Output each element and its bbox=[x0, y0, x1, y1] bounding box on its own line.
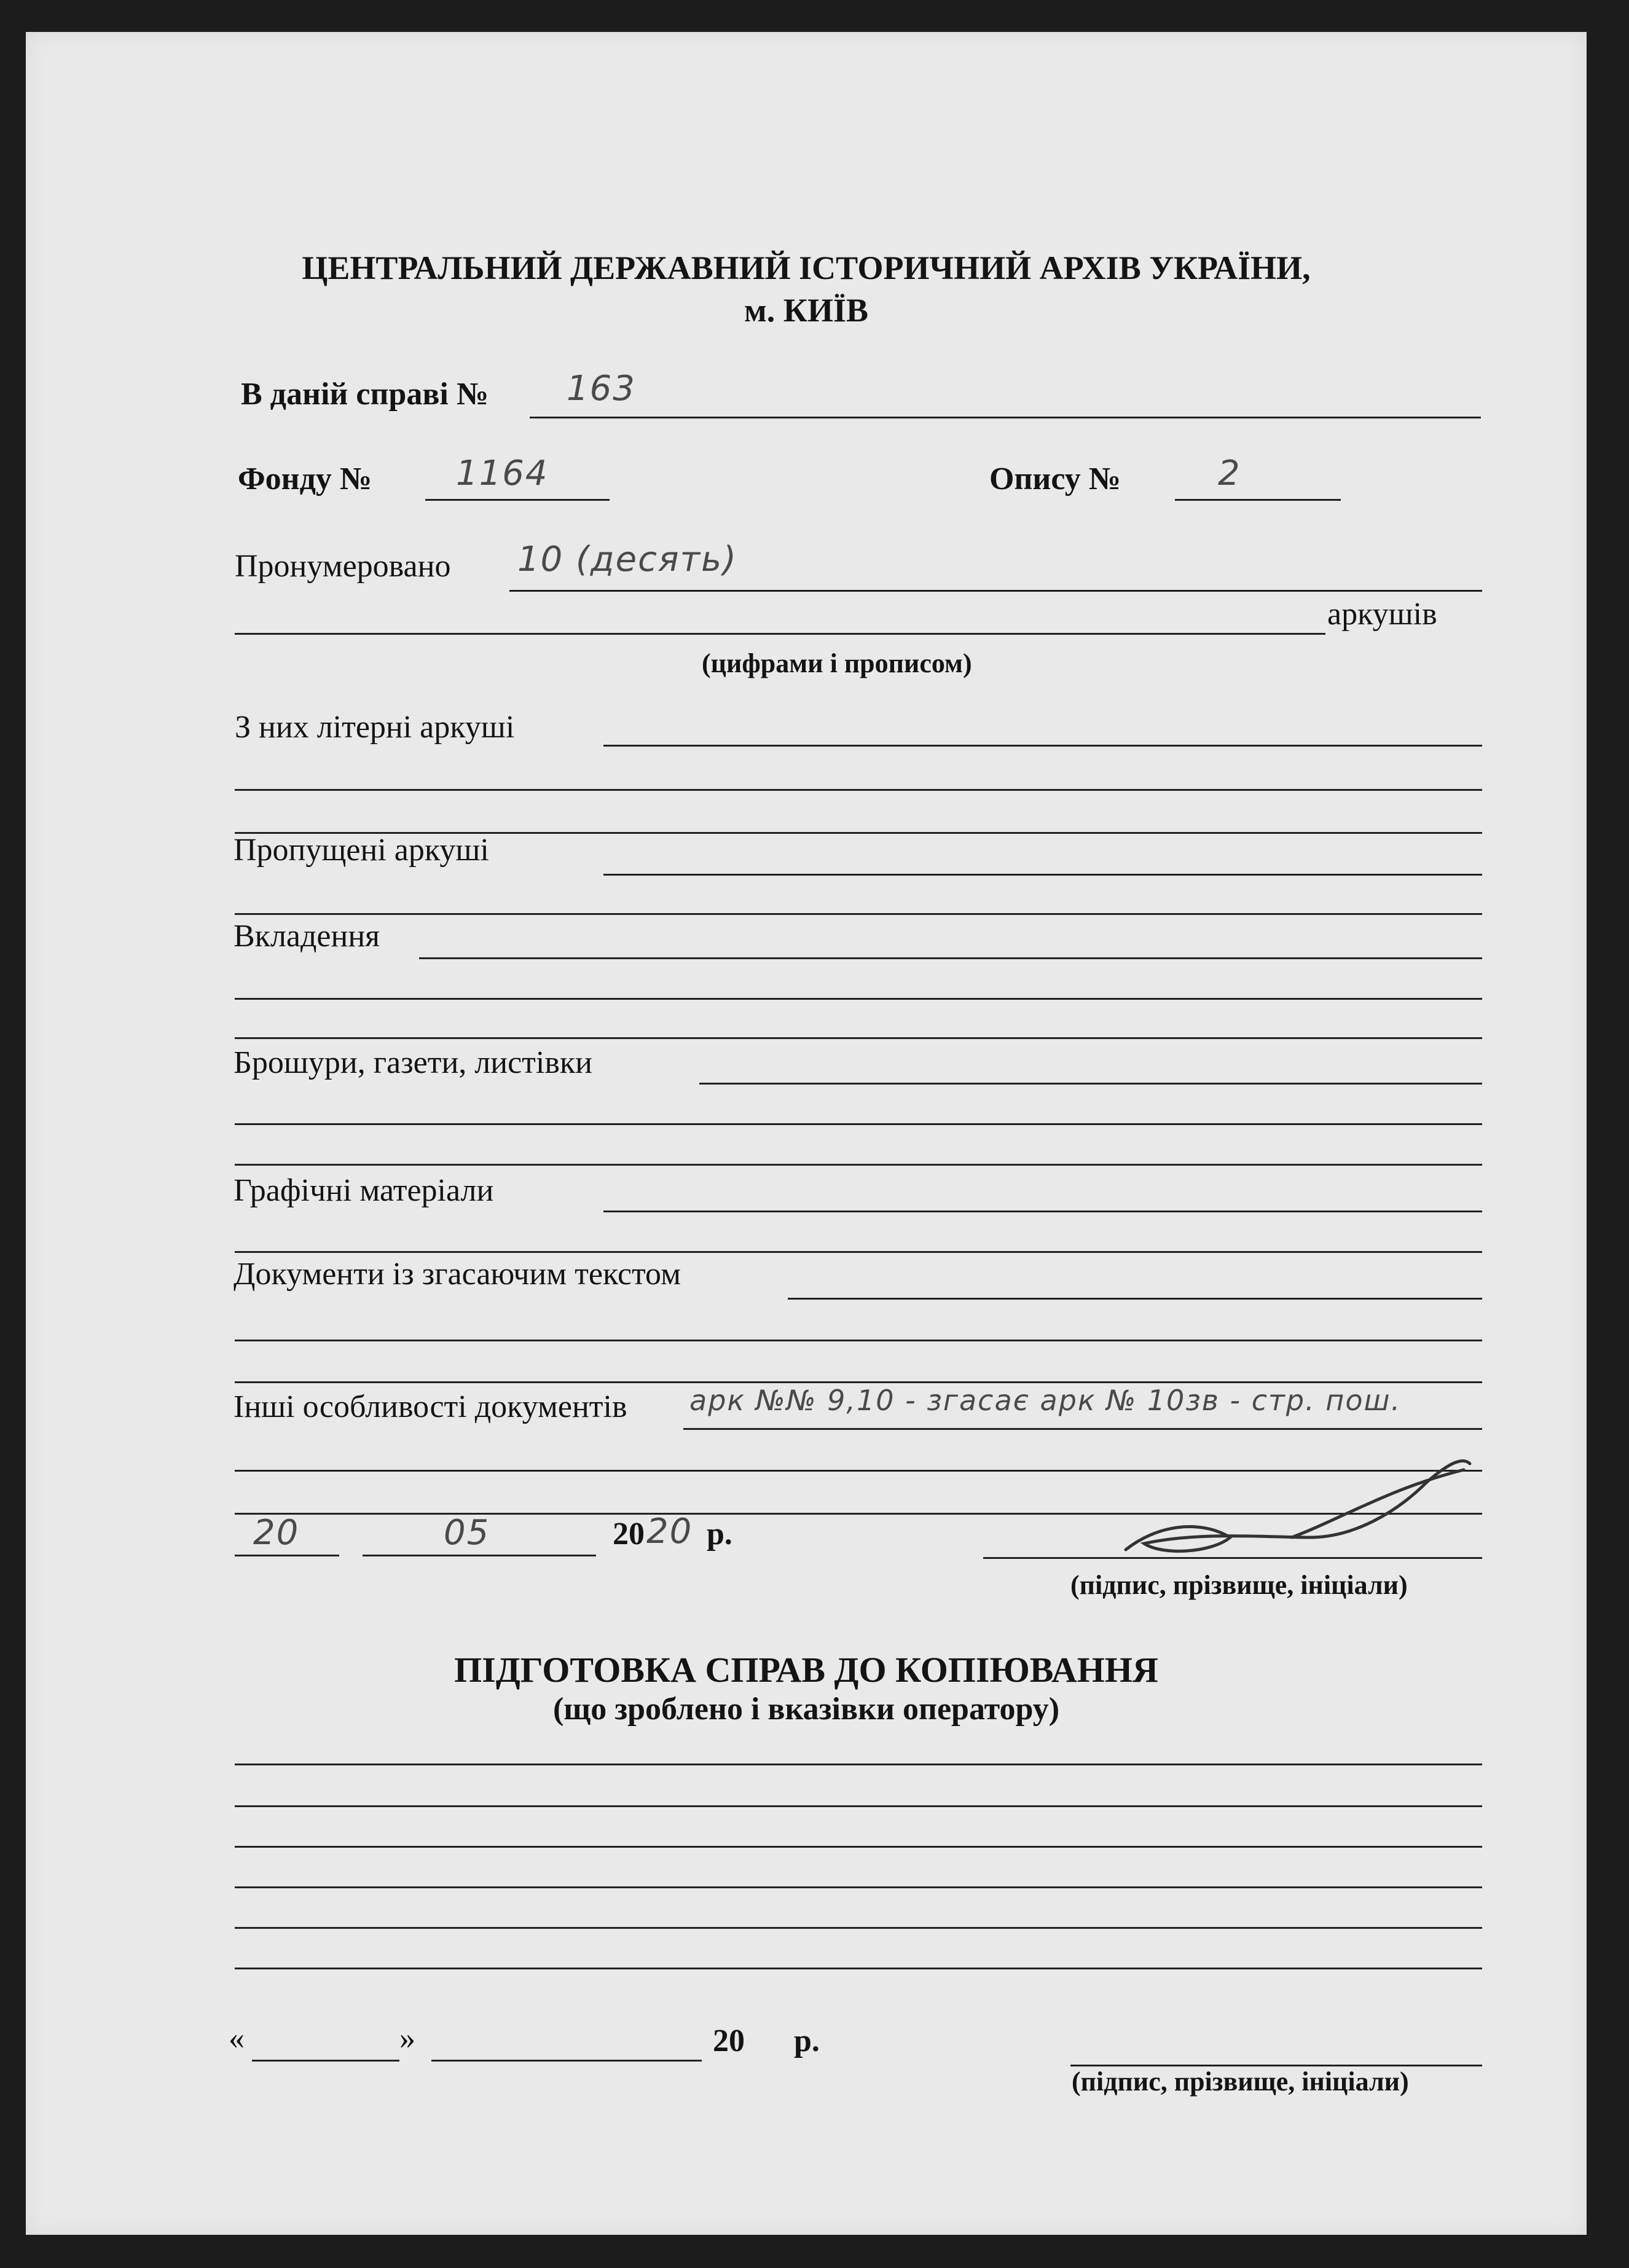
date1-year-prefix: 20 bbox=[613, 1517, 645, 1552]
letter-sheets-label: З них літерні аркуші bbox=[235, 710, 515, 745]
brochures-line-2[interactable] bbox=[235, 1123, 1482, 1125]
attachments-label: Вкладення bbox=[234, 919, 380, 954]
missing-sheets-line-2[interactable] bbox=[235, 913, 1482, 915]
other-features-line[interactable] bbox=[683, 1428, 1482, 1430]
fading-text-line-3[interactable] bbox=[235, 1381, 1482, 1383]
fond-value: 1164 bbox=[456, 453, 549, 493]
date1-day: 20 bbox=[253, 1513, 300, 1553]
attachments-line-3[interactable] bbox=[235, 1037, 1482, 1039]
opys-label: Опису № bbox=[989, 461, 1121, 496]
letter-sheets-line[interactable] bbox=[603, 745, 1482, 747]
notes-line-2[interactable] bbox=[235, 1805, 1482, 1807]
archive-form-sheet bbox=[26, 32, 1587, 2235]
fond-label: Фонду № bbox=[238, 461, 372, 496]
date1-day-line[interactable] bbox=[235, 1555, 339, 1556]
letter-sheets-line-2[interactable] bbox=[235, 789, 1482, 791]
opys-line[interactable] bbox=[1175, 499, 1341, 501]
signature1-hint: (підпис, прізвище, ініціали) bbox=[1070, 1570, 1408, 1600]
numbered-value: 10 (десять) bbox=[517, 540, 738, 579]
date1-month-line[interactable] bbox=[363, 1555, 596, 1556]
date1-year-r: р. bbox=[707, 1517, 732, 1552]
fond-line[interactable] bbox=[425, 499, 610, 501]
fading-text-line[interactable] bbox=[788, 1298, 1482, 1300]
brochures-label: Брошури, газети, листівки bbox=[234, 1045, 592, 1080]
date2-month-line[interactable] bbox=[431, 2060, 702, 2062]
attachments-line[interactable] bbox=[419, 957, 1482, 959]
missing-sheets-label: Пропущені аркуші bbox=[234, 833, 489, 868]
missing-sheets-line[interactable] bbox=[603, 874, 1482, 876]
brochures-line[interactable] bbox=[699, 1083, 1482, 1085]
date2-year-r: р. bbox=[794, 2023, 820, 2058]
numbered-suffix: аркушів bbox=[1327, 597, 1437, 632]
opys-value: 2 bbox=[1218, 453, 1241, 493]
graphics-label: Графічні матеріали bbox=[234, 1173, 494, 1208]
signature2-hint: (підпис, прізвище, ініціали) bbox=[1072, 2066, 1409, 2097]
notes-line-6[interactable] bbox=[235, 1968, 1482, 1969]
case-number-label: В даній справі № bbox=[241, 377, 489, 412]
graphics-line[interactable] bbox=[603, 1211, 1482, 1212]
date1-month: 05 bbox=[444, 1513, 490, 1553]
section2-subtitle: (що зроблено і вказівки оператору) bbox=[552, 1692, 1060, 1727]
archive-city: м. КИЇВ bbox=[744, 292, 868, 329]
numbered-line-2[interactable] bbox=[235, 633, 1325, 635]
notes-line-1[interactable] bbox=[235, 1764, 1482, 1765]
notes-line-3[interactable] bbox=[235, 1846, 1482, 1848]
brochures-line-3[interactable] bbox=[235, 1164, 1482, 1166]
attachments-line-2[interactable] bbox=[235, 998, 1482, 1000]
date2-year-prefix: 20 bbox=[713, 2023, 745, 2058]
numbered-label: Пронумеровано bbox=[235, 549, 451, 584]
other-features-label: Інші особливості документів bbox=[234, 1389, 627, 1424]
date1-year-suffix: 20 bbox=[646, 1512, 693, 1552]
fading-text-label: Документи із згасаючим текстом bbox=[234, 1257, 681, 1292]
case-number-line[interactable] bbox=[530, 417, 1481, 418]
notes-line-4[interactable] bbox=[235, 1886, 1482, 1888]
section2-title: ПІДГОТОВКА СПРАВ ДО КОПІЮВАННЯ bbox=[454, 1650, 1158, 1690]
signature1-mark bbox=[1107, 1445, 1488, 1568]
case-number-value: 163 bbox=[567, 369, 636, 409]
numbered-hint: (цифрами і прописом) bbox=[702, 648, 972, 678]
other-features-value: арк №№ 9,10 - згасає арк № 10зв - стр. пош. bbox=[689, 1384, 1402, 1417]
archive-title: ЦЕНТРАЛЬНИЙ ДЕРЖАВНИЙ ІСТОРИЧНИЙ АРХІВ УКРАЇНИ, bbox=[302, 249, 1311, 286]
fading-text-line-2[interactable] bbox=[235, 1340, 1482, 1341]
graphics-line-2[interactable] bbox=[235, 1251, 1482, 1253]
date2-close-quote: » bbox=[399, 2021, 415, 2056]
date2-open-quote: « bbox=[229, 2021, 245, 2056]
numbered-line[interactable] bbox=[509, 590, 1482, 592]
date2-day-line[interactable] bbox=[252, 2060, 399, 2062]
notes-line-5[interactable] bbox=[235, 1927, 1482, 1929]
